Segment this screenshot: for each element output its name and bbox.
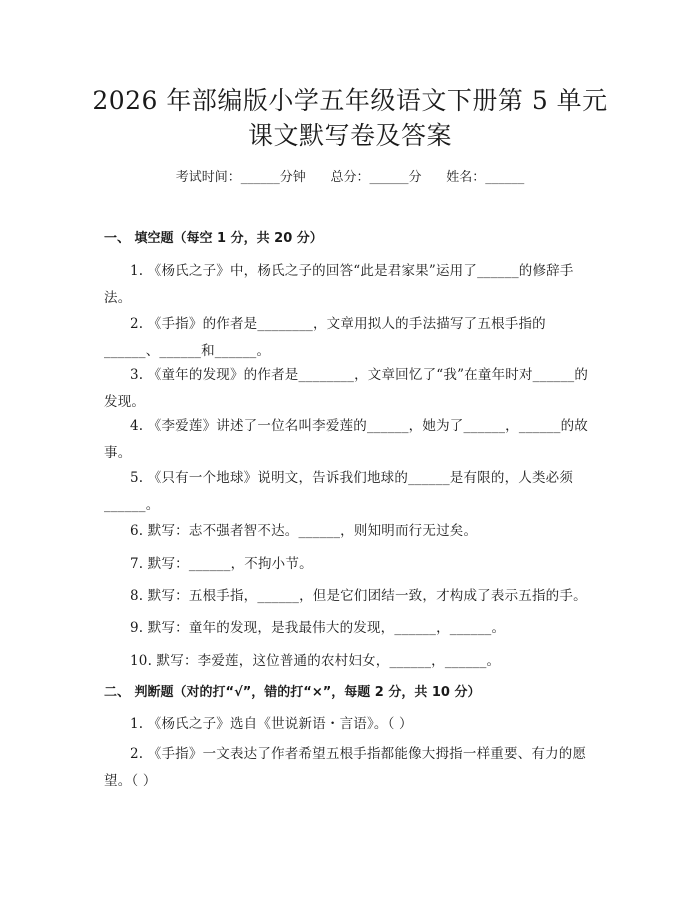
document-title-line1: 2026 年部编版小学五年级语文下册第 5 单元 <box>92 86 608 115</box>
question-item: 1. 《杨氏之子》选自《世说新语・言语》。（ ） <box>130 716 413 732</box>
question-item: 2. 《手指》一文表达了作者希望五根手指都能像大拇指一样重要、有力的愿望。（ ） <box>104 746 587 789</box>
question-item: 1. 《杨氏之子》中，杨氏之子的回答“此是君家果”运用了______的修辞手法。 <box>104 263 574 306</box>
exam-info-line: 考试时间：______分钟 总分：______分 姓名：______ <box>175 170 525 185</box>
question-item: 3. 《童年的发现》的作者是________，文章回忆了“我”在童年时对______的发现。 <box>104 367 589 410</box>
question-item: 4. 《李爱莲》讲述了一位名叫李爱莲的______，她为了______，______的故事。 <box>104 418 588 461</box>
section-heading-true-false: 二、 判断题（对的打“√”，错的打“×”，每题 2 分，共 10 分） <box>104 685 481 700</box>
question-item: 7. 默写：______，不拘小节。 <box>130 556 313 572</box>
document-title-line2: 课文默写卷及答案 <box>247 121 452 150</box>
question-item: 5. 《只有一个地球》说明文，告诉我们地球的______是有限的，人类必须______。 <box>104 470 574 513</box>
question-item: 6. 默写：志不强者智不达。______，则知明而行无过矣。 <box>130 523 478 539</box>
question-item: 9. 默写：童年的发现，是我最伟大的发现，______，______。 <box>130 620 506 636</box>
question-item: 8. 默写：五根手指，______，但是它们团结一致，才构成了表示五指的手。 <box>130 588 587 604</box>
question-item: 10. 默写：李爱莲，这位普通的农村妇女，______，______。 <box>130 653 501 669</box>
section-heading-fill-in: 一、 填空题（每空 1 分，共 20 分） <box>104 231 323 246</box>
question-item: 2. 《手指》的作者是________，文章用拟人的手法描写了五根手指的______、______和______。 <box>104 316 546 359</box>
